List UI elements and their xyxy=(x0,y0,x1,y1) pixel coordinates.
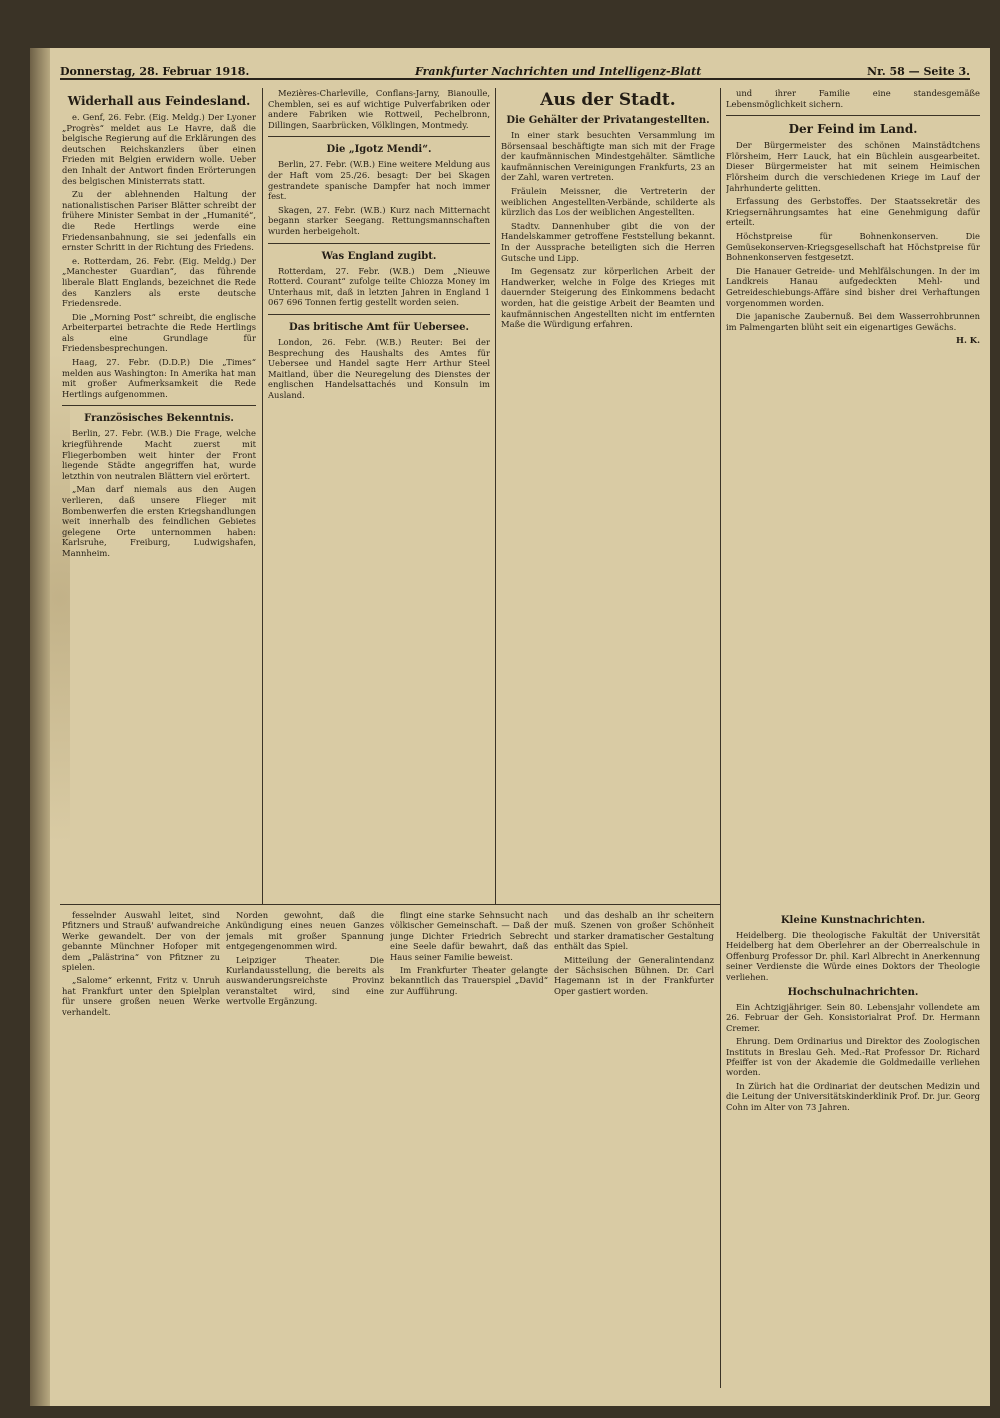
newspaper-page xyxy=(30,48,990,1406)
column-4 xyxy=(726,88,980,900)
paragraph: Skagen, 27. Febr. (W.B.) Kurz nach Mitternacht begann starker Seegang. Rettungsmannschaften wurden herbeigeholt. xyxy=(268,204,490,236)
column-1 xyxy=(62,88,256,900)
divider xyxy=(62,405,256,406)
lower-column-1 xyxy=(62,910,220,1400)
article-title-kunst: Kleine Kunstnachrichten. xyxy=(780,915,926,926)
paragraph: Haag, 27. Febr. (D.D.P.) Die „Times“ melden aus Washington: In Amerika hat man mit großer Aufmerksamkeit die Rede Hertlings aufgenommen. xyxy=(62,357,256,399)
paragraph: e. Genf, 26. Febr. (Eig. Meldg.) Der Lyoner „Progrès“ meldet aus Le Havre, daß die belgische Regierung auf die Erklärungen des deutschen Reichskanzlers über einen Frieden mit Belgien erwidern wolle. Ueber den Inhalt der Antwort finden Erörterungen des belgischen Ministerrats statt. xyxy=(62,112,256,186)
header-masthead: Frankfurter Nachrichten und Intelligenz-Blatt xyxy=(414,65,702,78)
divider xyxy=(726,115,980,116)
column-rule xyxy=(262,88,263,904)
divider xyxy=(268,136,490,137)
column-rule xyxy=(495,88,496,904)
paragraph: Erfassung des Gerbstoffes. Der Staatssekretär des Kriegsernährungsamtes hat eine Genehmigung dafür erteilt. xyxy=(726,196,980,228)
paragraph: Die „Morning Post“ schreibt, die englische Arbeiterpartei betrachte die Rede Hertlings als eine Grundlage für Friedensbesprechungen. xyxy=(62,311,256,354)
paragraph: fesselnder Auswahl leitet, sind Pfitzners und Strauß' aufwandreiche Werke gewandelt. Der von der gebannte Münchner Hofoper mit dem „Palästrina“ von Pfitzner zu spielen. xyxy=(62,910,220,973)
paragraph: In Zürich hat die Ordinariat der deutschen Medizin und die Leitung der Universitätskinderklinik Prof. Dr. jur. Georg Cohn im Alter von 73 Jahren. xyxy=(726,1080,980,1112)
paragraph: Stadtv. Dannenhuber gibt die von der Handelskammer getroffene Feststellung bekannt. In der Aussprache beteiligten sich die Herren Gutsche und Lipp. xyxy=(501,220,715,263)
paragraph: Mezières-Charleville, Conflans-Jarny, Bianoulle, Chemblen, sei es auf wichtige Pulverfabriken oder andere Fabriken wie Rottweil, Pechelbronn, Dillingen, Saarbrücken, Völklingen, Montmedy. xyxy=(268,88,490,130)
signature: H. K. xyxy=(956,335,980,346)
paragraph: Höchstpreise für Bohnenkonserven. Die Gemüsekonserven-Kriegsgesellschaft hat Höchstpreise für Bohnenkonserven festgesetzt. xyxy=(726,230,980,263)
lower-column-3 xyxy=(390,910,548,1400)
divider xyxy=(268,314,490,315)
paragraph: Ehrung. Dem Ordinarius und Direktor des Zoologischen Instituts in Breslau Geh. Med.-Rat Professor Dr. Richard Pfeiffer ist von der Akademie die Goldmedaille verliehen worden. xyxy=(726,1036,980,1078)
paragraph: Berlin, 27. Febr. (W.B.) Die Frage, welche kriegführende Macht zuerst mit Fliegerbomben weit hinter der Front liegende Städte angegriffen hat, wurde letzthin von neutralen Blättern viel erörtert. xyxy=(62,428,256,481)
article-title-bekenntnis: Französisches Bekenntnis. xyxy=(84,413,234,425)
lower-column-5 xyxy=(726,910,980,1400)
paragraph: Fräulein Meissner, die Vertreterin der weiblichen Angestellten-Verbände, schilderte als kürzlich das Los der weiblichen Angestellten. xyxy=(501,185,715,218)
paragraph: flingt eine starke Sehnsucht nach völkischer Gemeinschaft. — Daß der junge Dichter Friedrich Sebrecht eine Seele dafür bewahrt, daß das Haus seiner Familie beweist. xyxy=(390,910,548,962)
paragraph: „Salome“ erkennt, Fritz v. Unruh hat Frankfurt unter den Spielplan für unsere großen neuen Werke verhandelt. xyxy=(62,975,220,1017)
article-title-uebersee: Das britische Amt für Uebersee. xyxy=(289,321,469,333)
paragraph: Im Gegensatz zur körperlichen Arbeit der Handwerker, welche in Folge des Krieges mit dauernder Steigerung des Einkommens bedacht worden, hat die geistige Arbeit der Beamten und kaufmännischen Angestellten nicht im entfernten Maße die Würdigung erfahren. xyxy=(501,266,715,330)
article-subtitle: Die Gehälter der Privatangestellten. xyxy=(506,115,710,126)
paragraph: In einer stark besuchten Versammlung im Börsensaal beschäftigte man sich mit der Frage der kaufmännischen Mindestgehälter. Sämtliche kaufmännischen Vereinigungen Frankfurts, 23 an der Zahl, waren vertreten. xyxy=(501,130,715,183)
column-3 xyxy=(501,88,715,900)
paragraph: Mitteilung der Generalintendanz der Sächsischen Bühnen. Dr. Carl Hagemann ist in der Frankfurter Oper gastiert worden. xyxy=(554,954,714,996)
section-rule xyxy=(60,904,720,905)
paragraph: Die japanische Zaubernuß. Bei dem Wasserrohbrunnen im Palmengarten blüht seit ein eigenartiges Gewächs. xyxy=(726,311,980,332)
paragraph: Heidelberg. Die theologische Fakultät der Universität Heidelberg hat dem Oberlehrer an der Oberrealschule in Offenburg Professor Dr. phil. Karl Albrecht in Anerkennung seiner Verdienste die Würde eines Doktors der Theologie verliehen. xyxy=(726,930,980,982)
paragraph: e. Rotterdam, 26. Febr. (Eig. Meldg.) Der „Manchester Guardian“, das führende liberale Blatt Englands, bezeichnet die Rede des Kanzlers als erste deutsche Friedensrede. xyxy=(62,255,256,309)
column-rule xyxy=(720,88,721,1388)
paragraph: Ein Achtzigjähriger. Sein 80. Lebensjahr vollendete am 26. Februar der Geh. Konsistorialrat Prof. Dr. Hermann Cremer. xyxy=(726,1002,980,1033)
page-header xyxy=(60,56,970,80)
paragraph: Rotterdam, 27. Febr. (W.B.) Dem „Nieuwe Rotterd. Courant“ zufolge teilte Chiozza Money im Unterhaus mit, daß in letzten Jahren in England 1 067 696 Tonnen fertig gestellt worden seien. xyxy=(268,265,490,308)
paragraph: Berlin, 27. Febr. (W.B.) Eine weitere Meldung aus der Haft vom 25./26. besagt: Der bei Skagen gestrandete spanische Dampfer hat noch immer fest. xyxy=(268,159,490,202)
page-fold xyxy=(30,48,50,1406)
section-title-stadt: Aus der Stadt. xyxy=(540,90,676,110)
paragraph: Norden gewohnt, daß die Ankündigung eines neuen Ganzes jemals mit großer Spannung entgegengenommen wird. xyxy=(226,910,384,952)
paragraph: Zu der ablehnenden Haltung der nationalistischen Pariser Blätter schreibt der frühere Minister Sembat in der „Humanité“, die Rede Hertlings werde eine Friedensanbahnung, sie sei jedenfalls ein ernster Schritt in der Richtung des Friedens. xyxy=(62,189,256,253)
lower-column-2 xyxy=(226,910,384,1400)
lower-column-4 xyxy=(554,910,714,1400)
paragraph: und ihrer Familie eine standesgemäße Lebensmöglichkeit sichern. xyxy=(726,88,980,109)
article-title-igotz-mendi: Die „Igotz Mendi“. xyxy=(326,144,432,156)
column-2 xyxy=(268,88,490,900)
paragraph: Leipziger Theater. Die Kurlandausstellung, die bereits als auswanderungsreichste Provinz veranstaltet wird, sind eine wertvolle Ergänzung. xyxy=(226,954,384,1007)
paragraph: „Man darf niemals aus den Augen verlieren, daß unsere Flieger mit Bombenwerfen die ersten Kriegshandlungen weit innerhalb des feindlichen Gebietes gelegene Orte unternommen haben: Karlsruhe, Freiburg, Ludwigshafen, Mannheim. xyxy=(62,484,256,558)
header-page-number: Nr. 58 — Seite 3. xyxy=(867,65,970,78)
paragraph: Der Bürgermeister des schönen Mainstädtchens Flörsheim, Herr Lauck, hat ein Büchlein ausgearbeitet. Dieser Bürgermeister hat mit seinem Heimischen Flörsheim durch die verschiedenen Kriege im Lauf der Jahrhunderte gelitten. xyxy=(726,140,980,193)
article-title-widerhall: Widerhall aus Feindesland. xyxy=(67,94,251,108)
divider xyxy=(268,243,490,244)
header-date: Donnerstag, 28. Februar 1918. xyxy=(60,65,250,78)
paragraph: Im Frankfurter Theater gelangte bekanntlich das Trauerspiel „David“ zur Aufführung. xyxy=(390,965,548,996)
article-title-england: Was England zugibt. xyxy=(321,250,437,262)
article-title-feind: Der Feind im Land. xyxy=(788,122,918,137)
paragraph: London, 26. Febr. (W.B.) Reuter: Bei der Besprechung des Haushalts des Amtes für Uebersee und Handel sagte Herr Arthur Steel Maitland, über die Neuregelung des Dienstes der englischen Handelsattachés und Konsuln im Ausland. xyxy=(268,336,490,400)
article-title-hochschule: Hochschulnachrichten. xyxy=(787,987,919,999)
paragraph: Die Hanauer Getreide- und Mehlfälschungen. In der im Landkreis Hanau aufgedeckten Mehl- und Getreideschiebungs-Affäre sind bisher drei Verhaftungen vorgenommen worden. xyxy=(726,265,980,308)
paragraph: und das deshalb an ihr scheitern muß. Szenen von großer Schönheit und starker dramatischer Gestaltung enthält das Spiel. xyxy=(554,910,714,952)
